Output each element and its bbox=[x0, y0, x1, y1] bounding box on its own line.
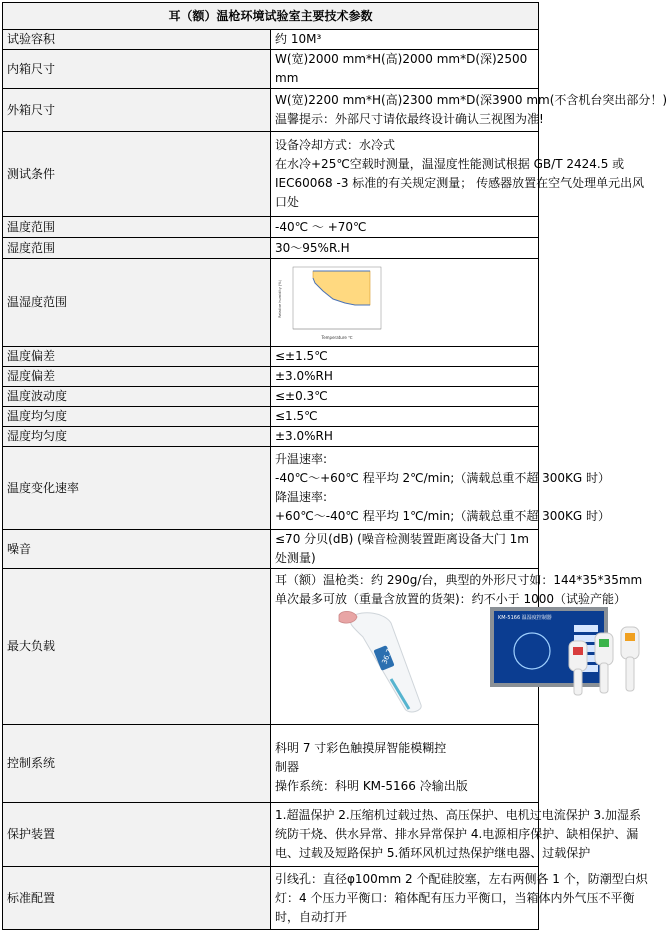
rate-line: +60℃～-40℃ 程平均 1℃/min;（满载总重不超 300KG 时） bbox=[275, 509, 611, 523]
outer-size-line: W(宽)2200 mm*H(高)2300 mm*D(深3900 mm(不含机台突出部分！) bbox=[275, 93, 667, 107]
hum-dev-label: 湿度偏差 bbox=[3, 367, 271, 387]
test-line: 口处 bbox=[275, 195, 300, 209]
temp-dev-value: ≤±1.5℃ bbox=[271, 347, 539, 367]
test-condition-value bbox=[271, 132, 645, 217]
standard-line: 时，自动打开 bbox=[275, 909, 348, 924]
inner-size-value: W(宽)2000 mm*H(高)2000 mm*D(深)2500 mm bbox=[271, 50, 539, 89]
hum-range-label: 湿度范围 bbox=[3, 238, 271, 259]
max-load-value bbox=[271, 569, 643, 725]
temp-range-value: -40℃ ～ +70℃ bbox=[271, 217, 539, 238]
chart-xlabel: Temperature ℃ bbox=[321, 334, 353, 340]
hum-range-value: 30～95%R.H bbox=[271, 238, 539, 259]
thermometer-reading: 36.7 bbox=[380, 647, 394, 666]
spec-table bbox=[2, 2, 667, 930]
protection-value bbox=[271, 803, 641, 867]
temp-range-label: 温度范围 bbox=[3, 217, 271, 238]
rate-line: 升温速率: bbox=[275, 452, 328, 466]
volume-label: 试验容积 bbox=[3, 30, 271, 50]
th-range-label: 温湿度范围 bbox=[3, 259, 271, 347]
protect-line: 统防干烧、供水异常、排水异常保护 4.电源相序保护、缺相保护、漏 bbox=[275, 827, 639, 841]
rate-label: 温度变化速率 bbox=[3, 447, 271, 530]
hum-dev-value: ±3.0%RH bbox=[271, 367, 539, 387]
max-load-label: 最大负载 bbox=[3, 569, 271, 725]
standard-config-value bbox=[271, 867, 648, 930]
th-range-chart-cell bbox=[271, 259, 539, 347]
protection-label: 保护装置 bbox=[3, 803, 271, 867]
hum-unif-label: 湿度均匀度 bbox=[3, 427, 271, 447]
spec-document bbox=[2, 2, 667, 924]
noise-value: ≤70 分贝(dB) (噪音检测装置距离设备大门 1m 处测量) bbox=[271, 530, 539, 569]
ear-thermometer-image bbox=[333, 609, 453, 713]
standard-config-label: 标准配置 bbox=[3, 867, 271, 930]
standard-line: 灯：4 个压力平衡口：箱体配有压力平衡口，当箱体内外气压不平衡 bbox=[275, 890, 635, 905]
rate-line: -40℃～+60℃ 程平均 2℃/min;（满载总重不超 300KG 时） bbox=[275, 471, 611, 485]
hum-unif-value: ±3.0%RH bbox=[271, 427, 539, 447]
control-line: 操作系统：科明 KM-5166 冷输出版 bbox=[275, 779, 468, 793]
outer-size-note: 温馨提示：外部尺寸请依最终设计确认三视图为准! bbox=[275, 112, 544, 126]
forehead-thermometer-image bbox=[565, 621, 661, 713]
temp-dev-label: 温度偏差 bbox=[3, 347, 271, 367]
table-title: 耳（额）温枪环境试验室主要技术参数 bbox=[3, 3, 539, 30]
temp-unif-value: ≤1.5℃ bbox=[271, 407, 539, 427]
control-system-label: 控制系统 bbox=[3, 725, 271, 803]
test-line: 在水冷+25℃空载时测量，温湿度性能测试根据 GB/T 2424.5 或 bbox=[275, 157, 625, 171]
outer-size-label: 外箱尺寸 bbox=[3, 89, 271, 132]
noise-label: 噪音 bbox=[3, 530, 271, 569]
protect-line: 1.超温保护 2.压缩机过载过热、高压保护、电机过电流保护 3.加湿系 bbox=[275, 808, 641, 822]
chart-ylabel: Relative humidity (%) bbox=[278, 279, 282, 318]
outer-size-value bbox=[271, 89, 667, 132]
control-line: 科明 7 寸彩色触摸屏智能模糊控 bbox=[275, 741, 447, 755]
panel-title: KM-5166 温湿度控制器 bbox=[498, 615, 552, 621]
load-line: 单次最多可放（重量含放置的货架)：约不小于 1000（试验产能） bbox=[275, 592, 627, 606]
test-line: IEC60068 -3 标准的有关规定测量； 传感器放置在空气处理单元出风 bbox=[275, 176, 645, 190]
protect-line: 电、过载及短路保护 5.循环风机过热保护继电器、过载保护 bbox=[275, 846, 591, 860]
load-line: 耳（额）温枪类：约 290g/台，典型的外形尺寸如：144*35*35mm bbox=[275, 573, 643, 587]
control-system-value bbox=[271, 725, 539, 803]
temp-fluct-label: 温度波动度 bbox=[3, 387, 271, 407]
volume-value: 约 10M³ bbox=[271, 30, 539, 50]
control-line: 制器 bbox=[275, 760, 300, 774]
test-condition-label: 测试条件 bbox=[3, 132, 271, 217]
test-line: 设备冷却方式：水冷式 bbox=[275, 138, 396, 152]
product-images bbox=[275, 609, 552, 713]
temp-humidity-chart bbox=[275, 263, 385, 343]
rate-value bbox=[271, 447, 611, 530]
temp-fluct-value: ≤±0.3℃ bbox=[271, 387, 539, 407]
temp-unif-label: 温度均匀度 bbox=[3, 407, 271, 427]
standard-line: 引线孔：直径φ100mm 2 个配硅胶塞，左右两侧各 1 个，防潮型白炽 bbox=[275, 871, 648, 886]
rate-line: 降温速率: bbox=[275, 490, 328, 504]
inner-size-label: 内箱尺寸 bbox=[3, 50, 271, 89]
